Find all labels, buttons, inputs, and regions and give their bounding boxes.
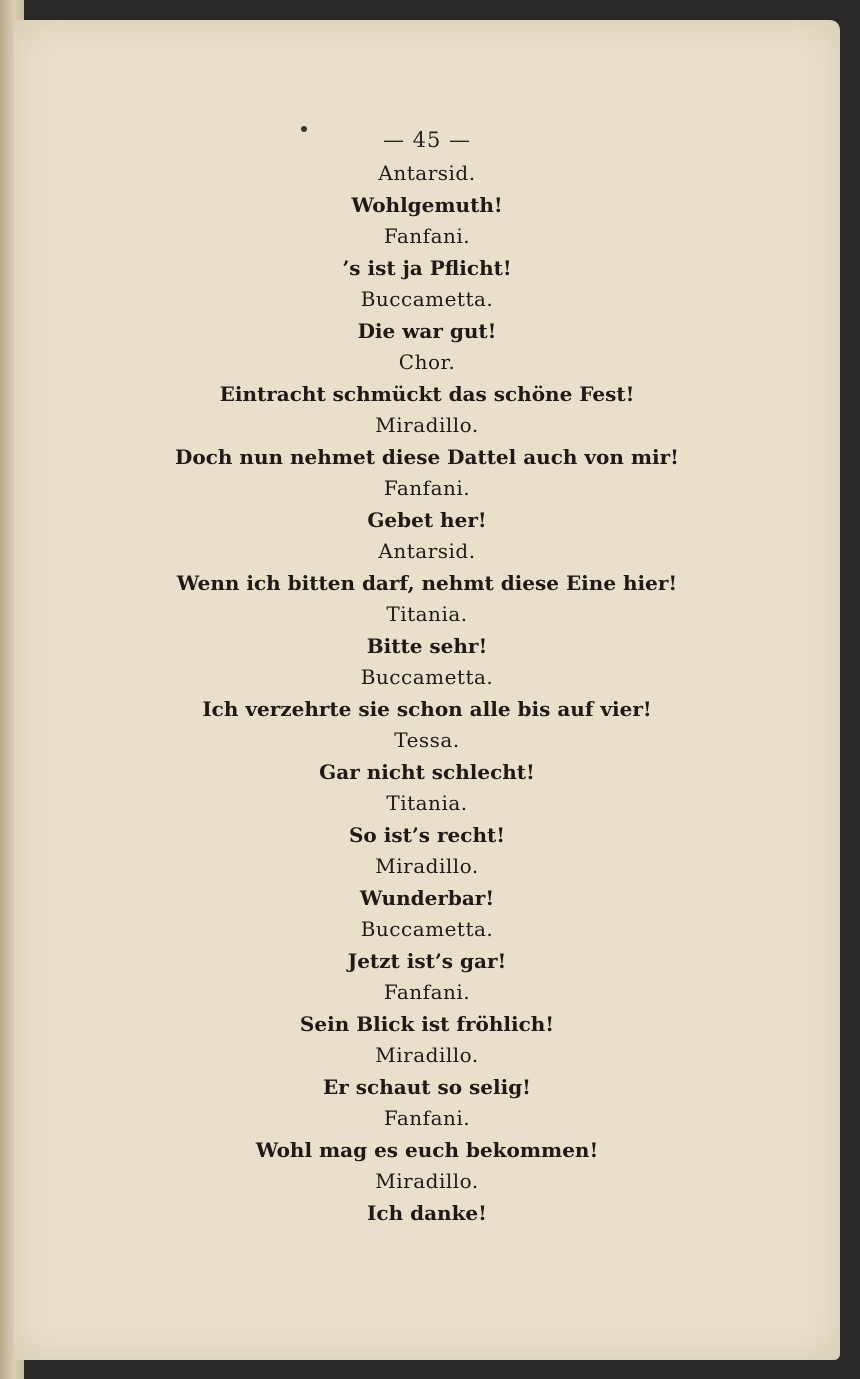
speech-line: Sein Blick ist fröhlich! <box>299 1011 555 1036</box>
dialogue-lines <box>14 158 840 1229</box>
page-number: — 45 — <box>382 128 472 152</box>
speaker-name: Miradillo. <box>375 1169 479 1193</box>
speech-line: Wunderbar! <box>359 885 495 910</box>
speech-line: Er schaut so selig! <box>323 1074 531 1099</box>
speech-line: Die war gut! <box>357 318 497 343</box>
speech-line: Bitte sehr! <box>366 633 488 658</box>
speech-line: Gar nicht schlecht! <box>319 759 535 784</box>
speaker-name: Chor. <box>398 350 456 374</box>
speaker-name: Buccametta. <box>360 665 494 689</box>
speech-line: So ist’s recht! <box>348 822 506 847</box>
speaker-name: Fanfani. <box>383 476 471 500</box>
speaker-name: Miradillo. <box>375 413 479 437</box>
speech-line: Doch nun nehmet diese Dattel auch von mir! <box>175 444 679 469</box>
speech-line: Wohl mag es euch bekommen! <box>255 1137 599 1162</box>
speaker-name: Fanfani. <box>383 980 471 1004</box>
speech-line: Ich verzehrte sie schon alle bis auf vier! <box>202 696 652 721</box>
speaker-name: Titania. <box>386 791 468 815</box>
speech-line: ’s ist ja Pflicht! <box>342 255 512 280</box>
speaker-name: Antarsid. <box>378 161 476 185</box>
speech-line: Jetzt ist’s gar! <box>347 948 507 973</box>
speaker-name: Fanfani. <box>383 1106 471 1130</box>
speaker-name: Tessa. <box>394 728 460 752</box>
speech-line: Gebet her! <box>367 507 487 532</box>
speech-line: Ich danke! <box>367 1200 487 1225</box>
speaker-name: Fanfani. <box>383 224 471 248</box>
speaker-name: Antarsid. <box>378 539 476 563</box>
speaker-name: Titania. <box>386 602 468 626</box>
speech-line: Wenn ich bitten darf, nehmt diese Eine hier! <box>176 570 678 595</box>
speaker-name: Miradillo. <box>375 854 479 878</box>
speaker-name: Miradillo. <box>375 1043 479 1067</box>
speech-line: Wohlgemuth! <box>351 192 503 217</box>
speaker-name: Buccametta. <box>360 917 494 941</box>
speaker-name: Buccametta. <box>360 287 494 311</box>
speech-line: Eintracht schmückt das schöne Fest! <box>219 381 635 406</box>
